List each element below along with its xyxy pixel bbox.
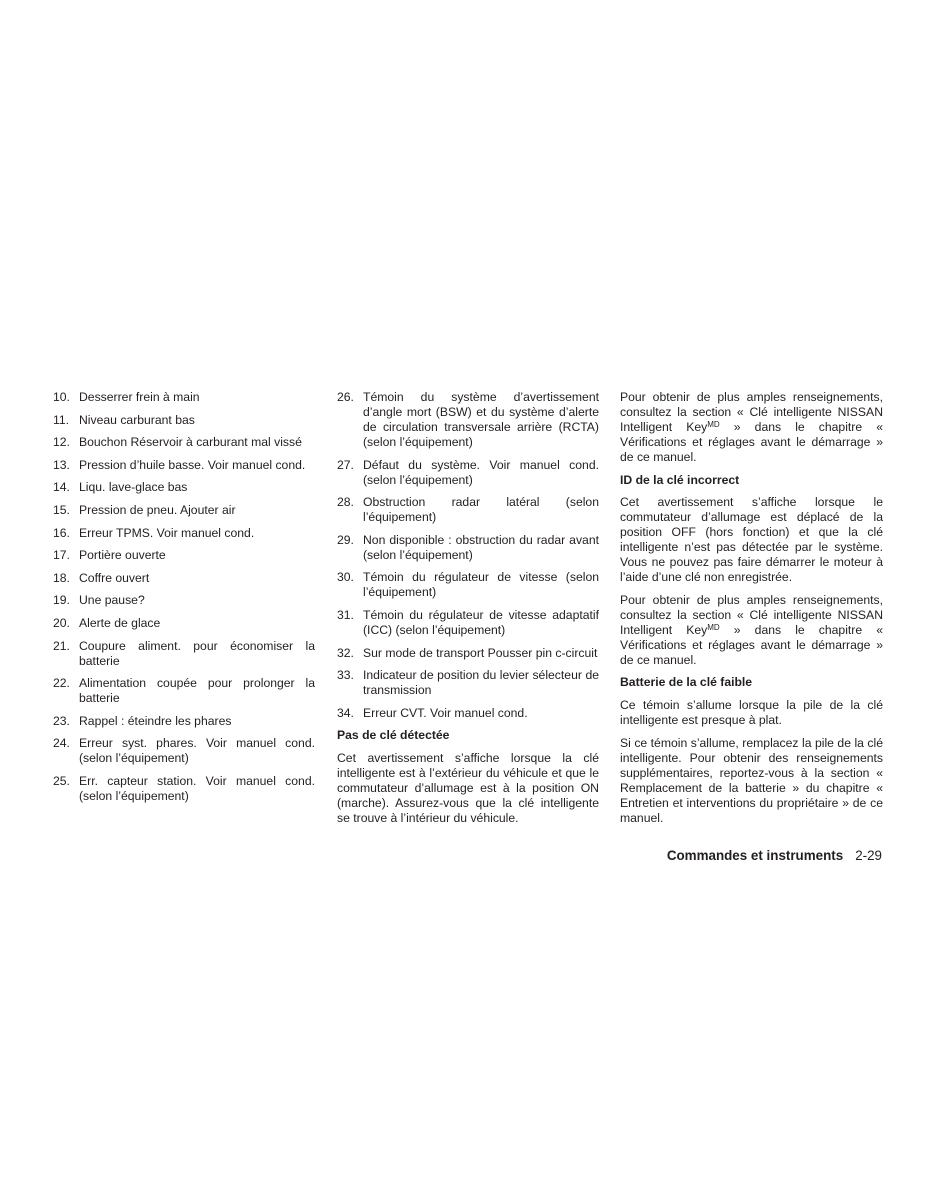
list-item	[53, 435, 315, 450]
list-item	[53, 676, 315, 706]
item-text: Indicateur de position du levier sélecteur de transmission	[363, 668, 599, 698]
item-number: 25.	[53, 773, 70, 788]
item-number: 34.	[337, 705, 354, 720]
item-text: Err. capteur station. Voir manuel cond. (selon l’équipement)	[79, 773, 315, 803]
footer-section-title: Commandes et instruments	[666, 848, 844, 863]
item-number: 10.	[53, 390, 70, 404]
list-item	[53, 639, 315, 669]
item-number: 24.	[53, 736, 70, 751]
item-number: 32.	[337, 645, 354, 660]
list-item	[53, 736, 315, 766]
list-item	[53, 390, 315, 405]
intro-paragraph	[620, 390, 883, 465]
list-item	[53, 503, 315, 518]
item-number: 17.	[53, 548, 70, 563]
list-item	[53, 774, 315, 804]
item-text: Une pause?	[79, 593, 145, 608]
item-text: Niveau carburant bas	[79, 412, 195, 427]
list-item	[53, 458, 315, 473]
item-text: Sur mode de transport Pousser pin c-circuit	[363, 645, 598, 660]
list-item	[337, 533, 599, 563]
page-number: 2-29	[855, 848, 882, 863]
item-number: 22.	[53, 676, 70, 691]
section-heading-wrong-id: ID de la clé incorrect	[620, 472, 740, 487]
section-heading-low-battery: Batterie de la clé faible	[620, 675, 753, 690]
list-item	[53, 593, 315, 608]
item-number: 30.	[337, 570, 354, 585]
low-battery-paragraph-1: Ce témoin s’allume lorsque la pile de la clé intelligente est presque à plat.	[620, 697, 883, 727]
item-text: Pression de pneu. Ajouter air	[79, 502, 236, 517]
item-text: Rappel : éteindre les phares	[79, 713, 232, 728]
list-item	[53, 480, 315, 495]
item-number: 28.	[337, 495, 354, 510]
list-item	[53, 526, 315, 541]
list-item	[337, 495, 599, 525]
item-text: Desserrer frein à main	[79, 390, 200, 404]
right-column	[620, 390, 883, 833]
registered-mark: MD	[707, 622, 720, 632]
page-footer	[667, 848, 882, 864]
item-number: 11.	[53, 412, 70, 427]
item-text: Portière ouverte	[79, 548, 166, 563]
reference-paragraph	[620, 593, 883, 668]
item-number: 12.	[53, 435, 70, 450]
item-text: Alimentation coupée pour prolonger la batterie	[79, 676, 315, 706]
registered-mark: MD	[707, 420, 720, 429]
item-number: 20.	[53, 615, 70, 630]
list-item	[337, 570, 599, 600]
list-item	[53, 571, 315, 586]
item-text: Coupure aliment. pour économiser la batterie	[79, 638, 315, 668]
list-item	[53, 548, 315, 563]
item-text: Témoin du régulateur de vitesse (selon l’équipement)	[363, 570, 599, 600]
list-item	[337, 668, 599, 698]
item-number: 27.	[337, 457, 354, 472]
reference-text-after: » dans le chapitre « Vérifications et réglages avant le démarrage » de ce manuel.	[620, 622, 883, 667]
item-text: Alerte de glace	[79, 615, 161, 630]
intro-text-after: » dans le chapitre « Vérifications et réglages avant le démarrage » de ce manuel.	[620, 420, 883, 464]
list-item	[337, 706, 599, 721]
item-number: 16.	[53, 525, 70, 540]
list-item	[337, 390, 599, 450]
left-column	[53, 390, 315, 812]
list-item	[53, 616, 315, 631]
item-text: Coffre ouvert	[79, 570, 150, 585]
item-text: Erreur syst. phares. Voir manuel cond. (selon l’équipement)	[79, 736, 315, 766]
item-number: 14.	[53, 480, 70, 495]
no-key-paragraph: Cet avertissement s’affiche lorsque la clé intelligente est à l’extérieur du véhicule et que le commutateur d’allumage est à la position ON (marche). Assurez-vous que la clé intelligente se trouve à l’intérieur du véhicule.	[337, 750, 599, 825]
item-number: 21.	[53, 638, 70, 653]
item-text: Bouchon Réservoir à carburant mal vissé	[79, 435, 302, 450]
item-number: 19.	[53, 593, 70, 608]
item-text: Erreur CVT. Voir manuel cond.	[363, 705, 528, 720]
middle-column	[337, 390, 599, 834]
item-number: 26.	[337, 390, 354, 404]
item-text: Erreur TPMS. Voir manuel cond.	[79, 525, 255, 540]
item-number: 18.	[53, 570, 70, 585]
item-text: Pression d’huile basse. Voir manuel cond.	[79, 457, 306, 472]
item-number: 13.	[53, 457, 70, 472]
reference-text-before: Pour obtenir de plus amples renseignements, consultez la section « Clé intelligente NISSAN Intelligent Key	[620, 592, 883, 637]
low-battery-paragraph-2: Si ce témoin s’allume, remplacez la pile de la clé intelligente. Pour obtenir des renseignements supplémentaires, reportez-vous à la section « Remplacement de la batterie » du chapitre « Entretien et interventions du propriétaire » de ce manuel.	[620, 735, 883, 825]
item-text: Liqu. lave-glace bas	[79, 480, 188, 495]
list-item	[53, 413, 315, 428]
item-number: 29.	[337, 532, 354, 547]
item-number: 33.	[337, 668, 354, 683]
wrong-id-paragraph: Cet avertissement s’affiche lorsque le commutateur d’allumage est déplacé de la position OFF (hors fonction) et que la clé intelligente n’est pas détectée par le système. Vous ne pouvez pas faire démarrer le moteur à l’aide d’une clé non enregistrée.	[620, 495, 883, 585]
item-text: Défaut du système. Voir manuel cond. (selon l’équipement)	[363, 457, 599, 487]
item-text: Obstruction radar latéral (selon l’équipement)	[363, 495, 599, 525]
item-text: Témoin du régulateur de vitesse adaptatif (ICC) (selon l’équipement)	[363, 607, 599, 637]
list-item	[337, 646, 599, 661]
item-number: 31.	[337, 607, 354, 622]
list-item	[53, 714, 315, 729]
section-heading-no-key: Pas de clé détectée	[337, 728, 450, 743]
item-text: Témoin du système d’avertissement d’angle mort (BSW) et du système d’alerte de circulation transversale arrière (RCTA) (selon l’équipement)	[363, 390, 599, 449]
item-number: 23.	[53, 713, 70, 728]
item-text: Non disponible : obstruction du radar avant (selon l’équipement)	[363, 532, 599, 562]
item-number: 15.	[53, 502, 70, 517]
list-item	[337, 608, 599, 638]
intro-text-before: Pour obtenir de plus amples renseignements, consultez la section « Clé intelligente NISSAN Intelligent Key	[620, 390, 883, 434]
list-item	[337, 458, 599, 488]
